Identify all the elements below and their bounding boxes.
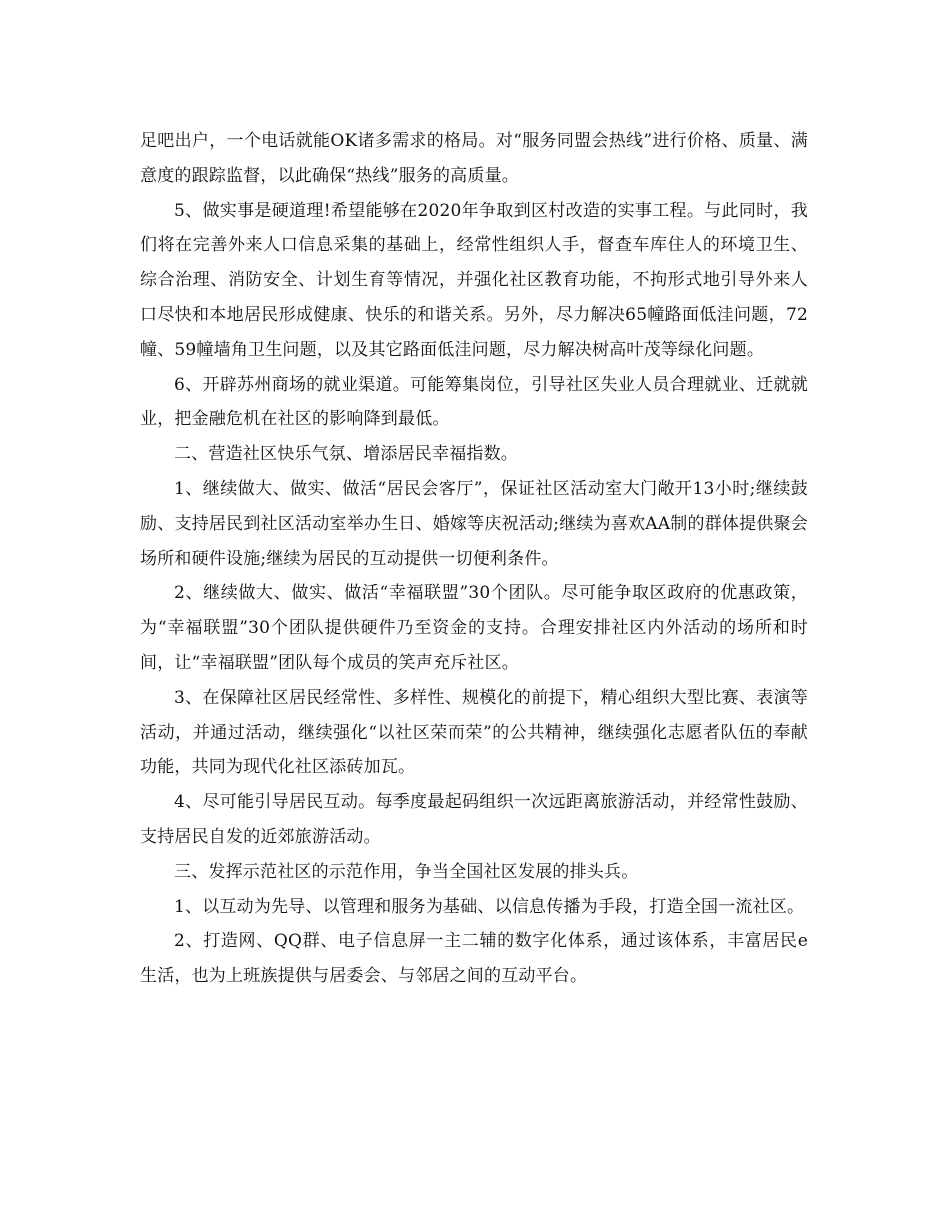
paragraph-6: 2、继续做大、做实、做活“幸福联盟”30个团队。尽可能争取区政府的优惠政策，为“幸福联盟”30个团队提供硬件乃至资金的支持。合理安排社区内外活动的场所和时间，让“幸福联盟”团队每个成员的笑声充斥社区。	[140, 583, 808, 673]
paragraph-2: 5、做实事是硬道理!希望能够在2020年争取到区村改造的实事工程。与此同时，我们将在完善外来人口信息采集的基础上，经常性组织人手，督查车库住人的环境卫生、综合治理、消防安全、计划生育等情况，并强化社区教育功能，不拘形式地引导外来人口尽快和本地居民形成健康、快乐的和谐关系。另外，尽力解决65幢路面低洼问题，72幢、59幢墙角卫生问题，以及其它路面低洼问题，尽力解决树高叶茂等绿化问题。	[140, 200, 808, 360]
paragraph-8: 4、尽可能引导居民互动。每季度最起码组织一次远距离旅游活动，并经常性鼓励、支持居民自发的近郊旅游活动。	[140, 792, 808, 847]
paragraph-1: 足吧出户，一个电话就能OK诸多需求的格局。对“服务同盟会热线”进行价格、质量、满意度的跟踪监督，以此确保“热线”服务的高质量。	[140, 131, 808, 186]
paragraph-3: 6、开辟苏州商场的就业渠道。可能筹集岗位，引导社区失业人员合理就业、迁就就业，把金融危机在社区的影响降到最低。	[140, 374, 808, 430]
section-heading-3: 三、发挥示范社区的示范作用，争当全国社区发展的排头兵。	[174, 861, 639, 882]
document-body	[140, 124, 808, 994]
paragraph-10: 1、以互动为先导、以管理和服务为基础、以信息传播为手段，打造全国一流社区。	[174, 896, 805, 917]
paragraph-7: 3、在保障社区居民经常性、多样性、规模化的前提下，精心组织大型比赛、表演等活动，并通过活动，继续强化“以社区荣而荣”的公共精神，继续强化志愿者队伍的奉献功能，共同为现代化社区添砖加瓦。	[140, 687, 808, 778]
paragraph-11: 2、打造网、QQ群、电子信息屏一主二辅的数字化体系，通过该体系，丰富居民e生活，也为上班族提供与居委会、与邻居之间的互动平台。	[140, 931, 808, 987]
section-heading-2: 二、营造社区快乐气氛、增添居民幸福指数。	[174, 444, 518, 465]
paragraph-5: 1、继续做大、做实、做活“居民会客厅”，保证社区活动室大门敞开13小时;继续鼓励、支持居民到社区活动室举办生日、婚嫁等庆祝活动;继续为喜欢AA制的群体提供聚会场所和硬件设施;继续为居民的互动提供一切便利条件。	[140, 478, 808, 569]
